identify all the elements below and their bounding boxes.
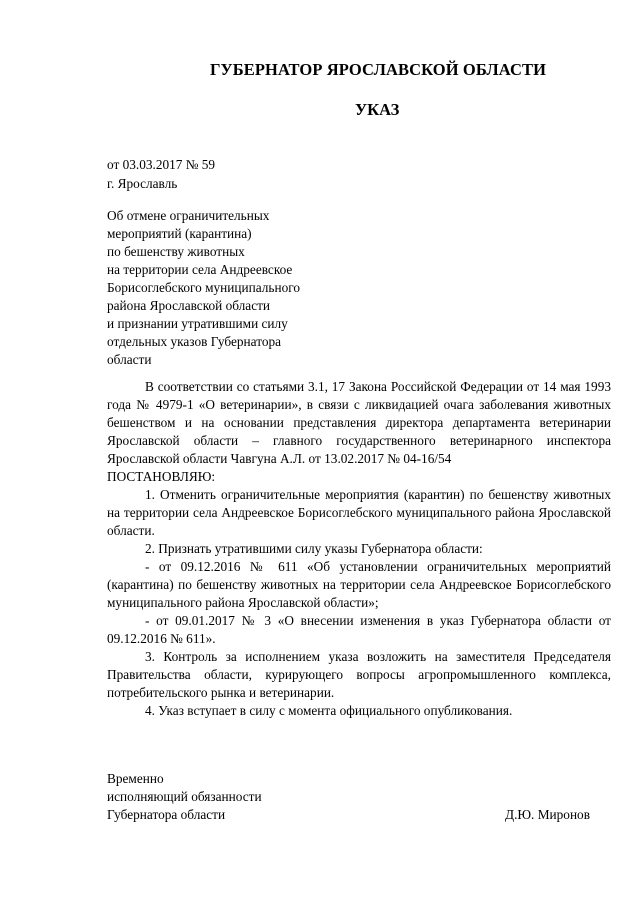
clause-4: 4. Указ вступает в силу с момента официального опубликования. bbox=[145, 703, 513, 718]
decree-word: ПОСТАНОВЛЯЮ: bbox=[107, 469, 216, 484]
clause-3: 3. Контроль за исполнением указа возложить на заместителя Председателя Правительства области, курирующего вопросы агропромышленного комплекса, потребительского рынка и ветеринарии. bbox=[107, 649, 611, 700]
signer-name: Д.Ю. Миронов bbox=[505, 807, 590, 822]
signer-position: Губернатора области bbox=[107, 807, 226, 822]
signer-title-line-2: исполняющий обязанности bbox=[107, 789, 262, 804]
clause-1: 1. Отменить ограничительные мероприятия (карантин) по бешенству животных на территории села Андреевское Борисоглебского муниципального района Ярославской области. bbox=[107, 487, 611, 538]
document-meta bbox=[107, 155, 215, 193]
subject-line: Об отмене ограничительных bbox=[107, 208, 270, 223]
signature-block bbox=[107, 770, 611, 824]
subject-line: отдельных указов Губернатора bbox=[107, 334, 282, 349]
preamble-paragraph: В соответствии со статьями 3.1, 17 Закона Российской Федерации от 14 мая 1993 года № 4979-1 «О ветеринарии», в связи с ликвидацией очага заболевания животных бешенством и на основании представления директора департамента ветеринарии Ярославской области – главного государственного ветеринарного инспектора Ярославской области Чавгуна А.Л. от 13.02.2017 № 04-16/54 bbox=[107, 379, 611, 466]
subject-line: района Ярославской области bbox=[107, 298, 271, 313]
clause-2: 2. Признать утратившими силу указы Губернатора области: bbox=[145, 541, 483, 556]
document-type-heading: УКАЗ bbox=[355, 100, 400, 119]
organization-title: ГУБЕРНАТОР ЯРОСЛАВСКОЙ ОБЛАСТИ bbox=[209, 60, 547, 79]
document-date-number: от 03.03.2017 № 59 bbox=[107, 157, 216, 172]
document-subject bbox=[107, 207, 300, 369]
subject-line: мероприятий (карантина) bbox=[107, 226, 252, 241]
subject-line: и признании утратившими силу bbox=[107, 316, 288, 331]
signer-title-line-1: Временно bbox=[107, 771, 164, 786]
clause-2-subitem-b: - от 09.01.2017 № 3 «О внесении изменения в указ Губернатора области от 09.12.2016 № 611». bbox=[107, 613, 611, 646]
subject-line: области bbox=[107, 352, 152, 367]
subject-line: по бешенству животных bbox=[107, 244, 245, 259]
signer-row bbox=[107, 806, 611, 824]
document-body bbox=[107, 378, 611, 720]
clause-2-subitem-a: - от 09.12.2016 № 611 «Об установлении ограничительных мероприятий (карантина) по бешенству животных на территории села Андреевское Борисоглебского муниципального района Ярославской области»; bbox=[107, 559, 611, 610]
document-city: г. Ярославль bbox=[107, 176, 178, 191]
subject-line: Борисоглебского муниципального bbox=[107, 280, 301, 295]
subject-line: на территории села Андреевское bbox=[107, 262, 293, 277]
